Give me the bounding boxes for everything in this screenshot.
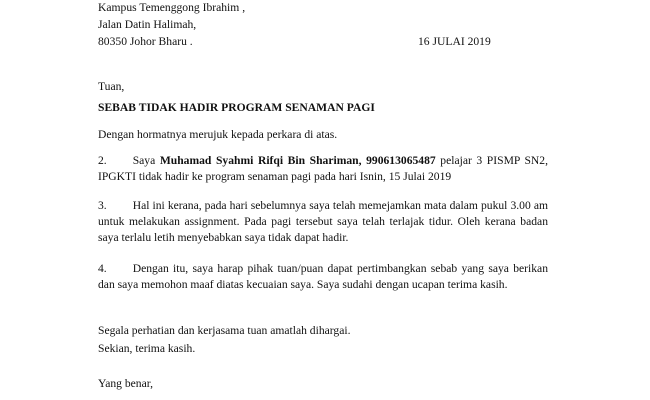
salutation: Tuan,: [98, 80, 125, 93]
address-line-3: 80350 Johor Bharu .: [98, 35, 193, 48]
student-name-id: Muhamad Syahmi Rifqi Bin Shariman, 990613065487: [159, 154, 436, 167]
signoff: Yang benar,: [98, 377, 154, 390]
paragraph-text: Dengan itu, saya harap pihak tuan/puan dapat pertimbangkan sebab yang saya berikan dan saya memohon maaf diatas kecuaian saya. Saya sudahi dengan ucapan terima kasih.: [98, 262, 548, 291]
paragraph-prefix: Saya: [132, 154, 160, 167]
closing-line-1: Segala perhatian dan kerjasama tuan amatlah dihargai.: [98, 324, 351, 337]
paragraph-3: [98, 198, 548, 246]
paragraph-4: [98, 261, 548, 293]
paragraph-text: Hal ini kerana, pada hari sebelumnya saya telah memejamkan mata dalam pukul 3.00 am untuk melakukan assignment. Pada pagi tersebut saya telah terlajak tidur. Oleh kerana badan saya terlalu letih menyebabkan saya tidak dapat hadir.: [98, 199, 548, 244]
paragraph-number: 2.: [98, 154, 107, 167]
subject-heading: SEBAB TIDAK HADIR PROGRAM SENAMAN PAGI: [98, 101, 375, 114]
letter-date: 16 JULAI 2019: [418, 35, 491, 48]
opening-line: Dengan hormatnya merujuk kepada perkara di atas.: [98, 128, 338, 141]
address-line-2: Jalan Datin Halimah,: [98, 18, 197, 31]
address-line-1: Kampus Temenggong Ibrahim ,: [98, 1, 246, 14]
paragraph-2: [98, 153, 548, 185]
paragraph-number: 4.: [98, 262, 107, 275]
paragraph-suffix: pelajar 3 PISMP SN2, IPGKTI tidak hadir ke program senaman pagi pada hari Isnin, 15 Julai 2019: [98, 154, 549, 183]
paragraph-number: 3.: [98, 199, 107, 212]
closing-line-2: Sekian, terima kasih.: [98, 342, 196, 355]
